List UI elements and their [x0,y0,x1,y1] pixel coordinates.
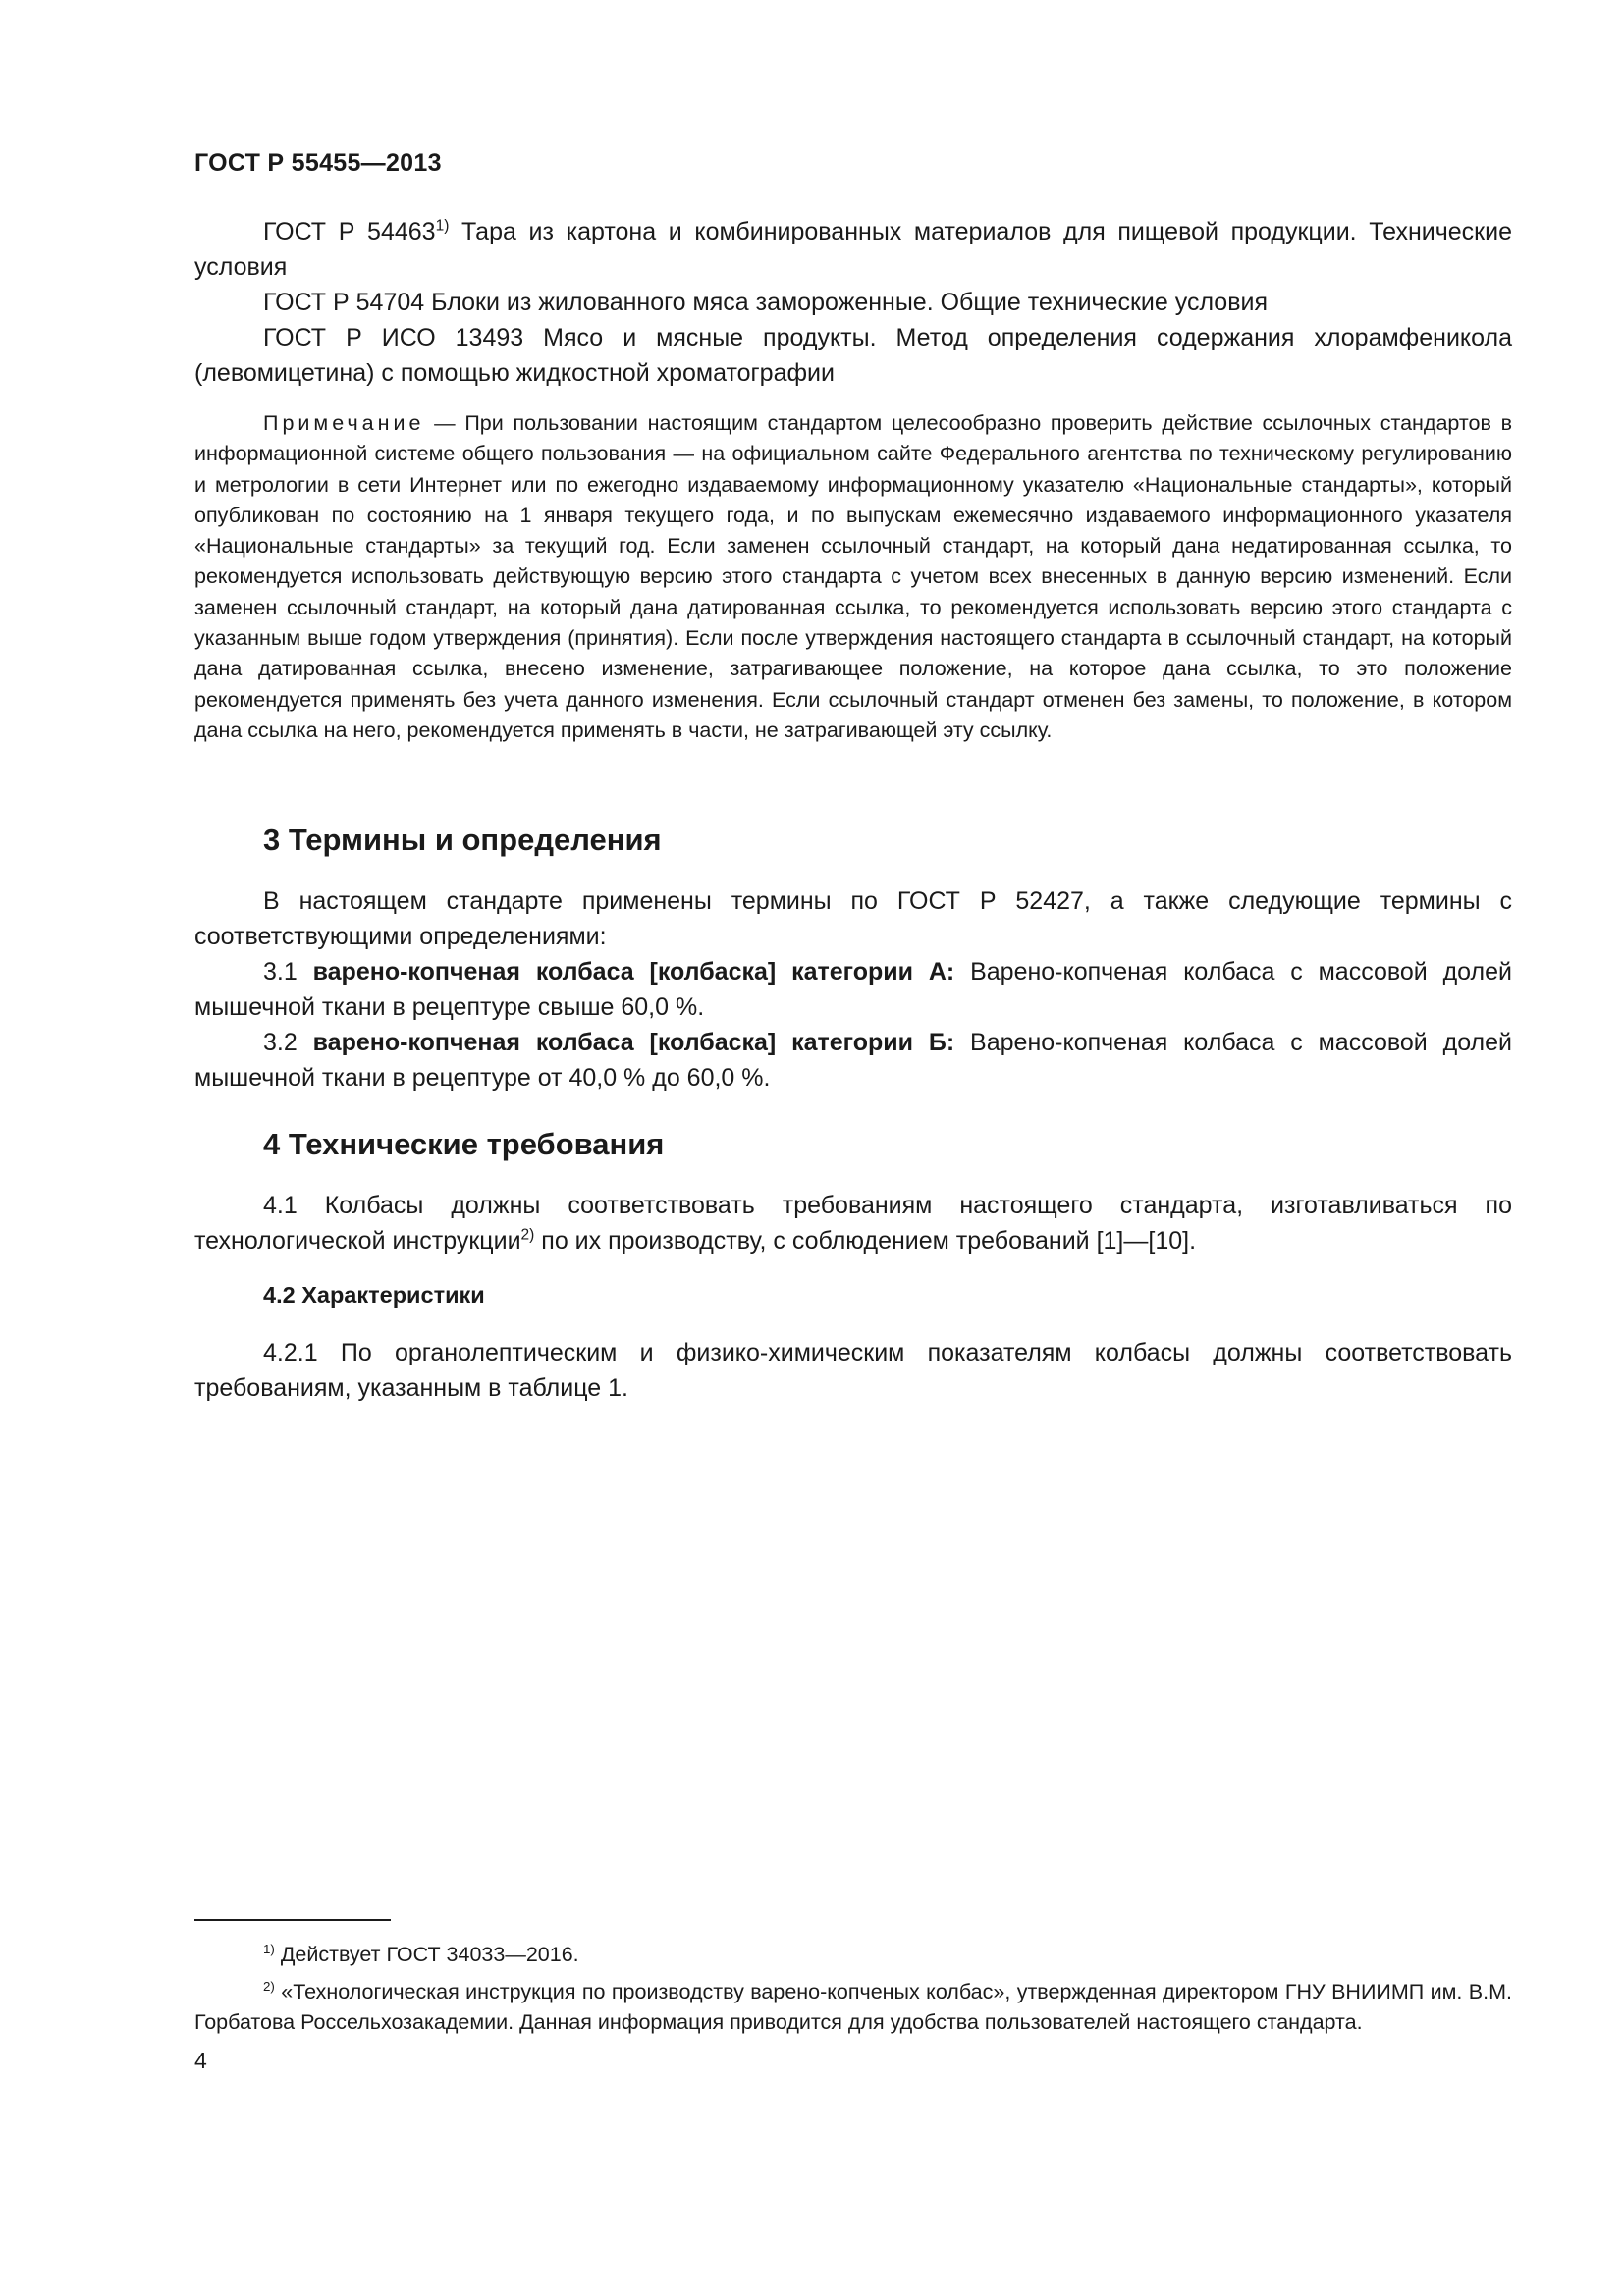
document-header: ГОСТ Р 55455—2013 [194,149,442,177]
footnotes [194,1940,1512,2045]
term-3-2: 3.2 варено-копченая колбаса [колбаска] категории Б: Варено-копченая колбаса с массовой долей мышечной ткани в рецептуре от 40,0 % до 60,0 %. [194,1029,1513,1092]
note-label: Примечание [263,411,425,435]
references-list [194,214,1512,391]
footnote-1: $^{1)}$ Действует ГОСТ 34033—2016. [263,1941,579,1966]
footnote-2: $^{2)}$ «Технологическая инструкция по производству варено-копченых колбас», утвержденная директором ГНУ ВНИИМП им. В.М. Горбатова Россельхозакадемии. Данная информация приводится для удобства пользователей настоящего стандарта. [194,1978,1512,2034]
footnote-marker: 2) [520,1226,535,1244]
footnote-divider [194,1919,391,1921]
paragraph-4-2-1: 4.2.1 По органолептическим и физико-химическим показателям колбасы должны соответствовать требованиям, указанным в таблице 1. [194,1339,1512,1402]
section-4-title: 4 Технические требования [263,1127,665,1161]
reference-item: ГОСТ Р 54463$^{1)}$ Тара из картона и комбинированных материалов для пищевой продукции. Технические условия [194,217,1512,281]
footnote-marker: 1) [435,217,450,235]
page-number: 4 [194,2048,207,2073]
note-paragraph: Примечание — При пользовании настоящим стандартом целесообразно проверить действие ссылочных стандартов в информационной системе общего пользования — на официальном сайте Федерального агентства по техническому регулированию и метрологии в сети Интернет или по ежегодно издаваемому информационному указателю «Национальные стандарты», который опубликован по состоянию на 1 января текущего года, и по выпускам ежемесячно издаваемого информационного указателя «Национальные стандарты» за текущий год. Если заменен ссылочный стандарт, на который дана недатированная ссылка, то рекомендуется использовать действующую версию этого стандарта с учетом всех внесенных в данную версию изменений. Если заменен ссылочный стандарт, на который дана датированная ссылка, то рекомендуется использовать версию этого стандарта с указанным выше годом утверждения (принятия). Если после утверждения настоящего стандарта в ссылочный стандарт, на который дана датированная ссылка, внесено изменение, затрагивающее положение, на которое дана ссылка, то это положение рекомендуется применять без учета данного изменения. Если ссылочный стандарт отменен без замены, то положение, в котором дана ссылка на него, рекомендуется применять в части, не затрагивающей эту ссылку. [194,411,1512,742]
section-3-title: 3 Термины и определения [263,823,662,857]
reference-item: ГОСТ Р 54704 Блоки из жилованного мяса замороженные. Общие технические условия [263,289,1268,316]
section-4-1 [194,1188,1512,1258]
section-3-intro: В настоящем стандарте применены термины по ГОСТ Р 52427, а также следующие термины с соответствующими определениями: [194,887,1512,950]
section-4-2-1 [194,1335,1512,1406]
subsection-4-2-title: 4.2 Характеристики [263,1282,485,1308]
reference-item: ГОСТ Р ИСО 13493 Мясо и мясные продукты. Метод определения содержания хлорамфеникола (левомицетина) с помощью жидкостной хроматографии [194,324,1512,387]
paragraph-4-1: 4.1 Колбасы должны соответствовать требованиям настоящего стандарта, изготавливаться по технологической инструкции$^{2)}$ по их производству, с соблюдением требований [1]—[10]. [194,1192,1512,1255]
section-3-body [194,883,1512,1095]
term-3-1: 3.1 варено-копченая колбаса [колбаска] категории А: Варено-копченая колбаса с массовой долей мышечной ткани в рецептуре свыше 60,0 %. [194,958,1512,1021]
